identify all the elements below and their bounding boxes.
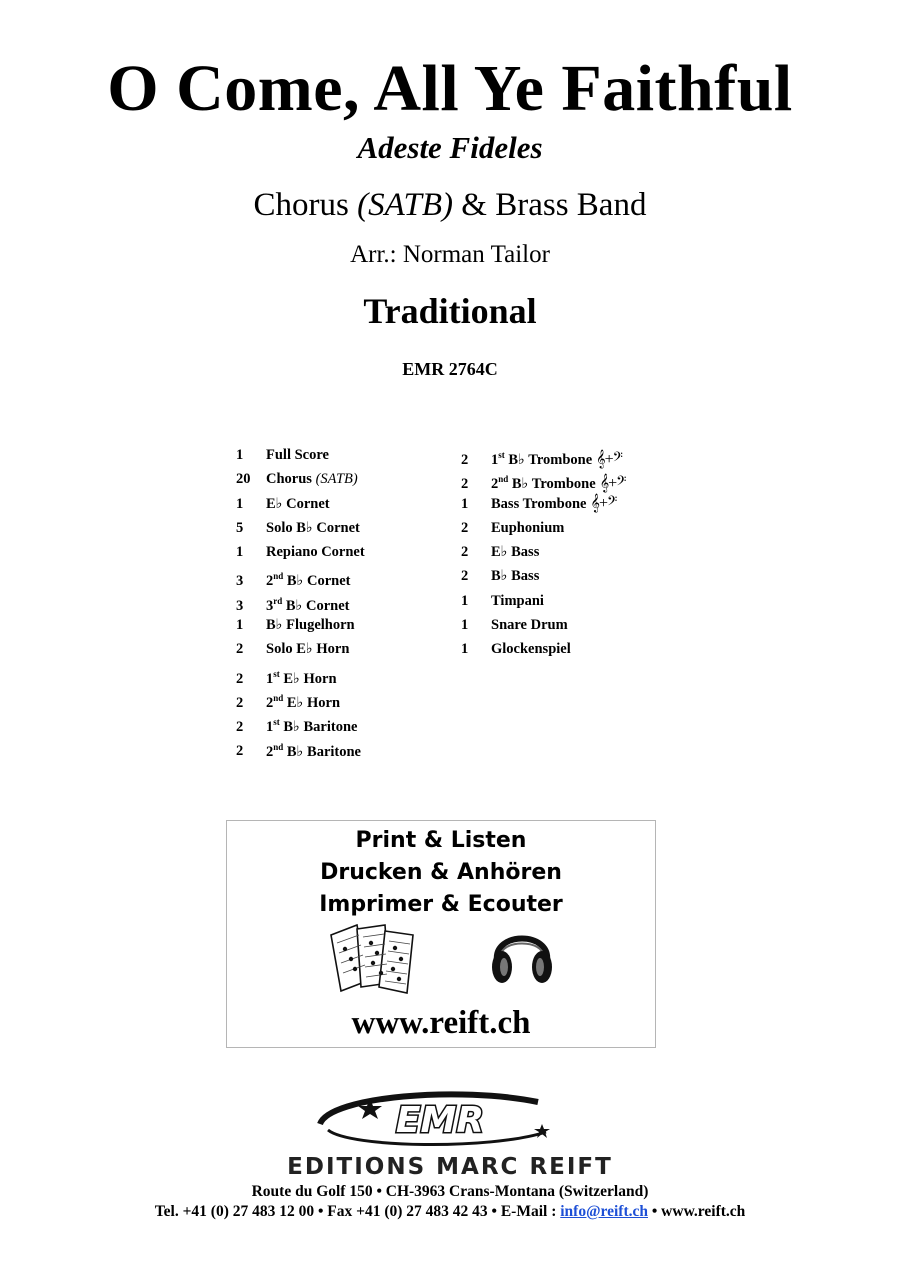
- sheet-music-icon: [327, 921, 423, 997]
- part-quantity: 5: [236, 519, 244, 536]
- promo-line-german: Drucken & Anhören: [320, 860, 562, 885]
- part-ordinal-suffix: nd: [273, 741, 284, 752]
- promo-line-english: Print & Listen: [355, 828, 527, 853]
- part-row: [236, 735, 365, 759]
- part-quantity: 1: [461, 592, 469, 609]
- parts-list-left: [236, 443, 365, 759]
- contact-phone-fax: Tel. +41 (0) 27 483 12 00 • Fax +41 (0) 27 483 42 43 • E-Mail :: [154, 1203, 561, 1220]
- part-quantity: 2: [461, 519, 469, 536]
- part-row: [236, 516, 365, 540]
- part-row: [236, 710, 365, 734]
- part-label: Timpani: [491, 592, 544, 609]
- part-row: [461, 540, 625, 564]
- part-name: [491, 516, 564, 540]
- part-row: [461, 443, 625, 467]
- part-ordinal-number: 2: [266, 743, 274, 760]
- catalog-code: EMR 2764C: [402, 359, 498, 379]
- part-quantity: 1: [461, 617, 469, 634]
- part-ordinal-number: 2: [491, 476, 499, 493]
- part-quantity: 2: [461, 476, 469, 493]
- part-label: Euphonium: [491, 519, 565, 536]
- part-label: B♭ Cornet: [283, 573, 351, 590]
- part-quantity: 2: [236, 670, 244, 687]
- part-ordinal-number: 1: [491, 451, 499, 468]
- composer: Traditional: [363, 291, 537, 331]
- part-label: Glockenspiel: [491, 641, 571, 658]
- part-label: B♭ Baritone: [279, 719, 358, 736]
- scoring-pre: Chorus: [253, 187, 358, 223]
- clef-icon: 𝄞+𝄢: [590, 494, 617, 512]
- parts-list-right: [461, 443, 625, 662]
- part-row: [236, 540, 365, 564]
- part-quantity: 2: [461, 544, 469, 561]
- part-label: Chorus: [266, 471, 316, 488]
- part-quantity: 1: [236, 617, 244, 634]
- part-label: B♭ Flugelhorn: [266, 617, 355, 634]
- part-label: E♭ Bass: [491, 544, 540, 561]
- part-name: [266, 467, 358, 491]
- publisher-address: Route du Golf 150 • CH-3963 Crans-Montana (Switzerland): [251, 1183, 649, 1200]
- clef-icon: 𝄞+𝄢: [596, 450, 622, 468]
- part-quantity: 2: [461, 451, 469, 468]
- part-quantity: 1: [236, 544, 244, 561]
- part-label: B♭ Baritone: [283, 743, 361, 760]
- piece-title: O Come, All Ye Faithful: [107, 52, 793, 125]
- part-name: [491, 564, 539, 588]
- headphones-icon: [489, 917, 555, 989]
- part-quantity: 2: [236, 694, 244, 711]
- part-row: [461, 637, 625, 661]
- part-row: [236, 637, 365, 661]
- part-ordinal-number: 1: [266, 670, 274, 687]
- email-link[interactable]: info@reift.ch: [560, 1203, 648, 1220]
- part-quantity: 2: [236, 743, 244, 760]
- part-ordinal-suffix: st: [498, 450, 505, 460]
- part-row: [461, 516, 625, 540]
- part-quantity: 1: [236, 447, 244, 463]
- part-label: B♭ Bass: [491, 568, 540, 585]
- clef-icon: 𝄞+𝄢: [599, 475, 626, 493]
- emr-logo: [310, 1090, 560, 1152]
- part-row: [461, 589, 625, 613]
- part-name: [266, 637, 349, 661]
- part-quantity: 1: [461, 641, 469, 658]
- part-name: [266, 735, 361, 764]
- part-label: Bass Trombone: [491, 495, 587, 512]
- part-ordinal-suffix: nd: [498, 474, 509, 485]
- part-name: [491, 540, 539, 564]
- part-ordinal-suffix: st: [273, 668, 280, 679]
- part-quantity: 3: [236, 597, 244, 614]
- part-label: Solo E♭ Horn: [266, 641, 350, 658]
- part-label: B♭ Trombone: [504, 451, 593, 468]
- part-row: [236, 564, 365, 588]
- part-name: [266, 443, 329, 467]
- part-row: [236, 467, 365, 491]
- part-name: [266, 613, 355, 637]
- part-row: [236, 443, 365, 467]
- part-name: [491, 613, 568, 637]
- part-label: Snare Drum: [491, 617, 568, 634]
- part-ordinal-number: 1: [266, 719, 274, 736]
- part-name: [266, 516, 360, 540]
- part-ordinal-suffix: nd: [273, 692, 284, 703]
- part-quantity: 2: [461, 568, 469, 585]
- arranger: Arr.: Norman Tailor: [350, 241, 550, 268]
- part-row: [236, 613, 365, 637]
- part-label: B♭ Cornet: [282, 597, 350, 614]
- publisher-contact: [0, 1202, 900, 1222]
- part-row: [236, 492, 365, 516]
- part-label: E♭ Horn: [279, 670, 337, 687]
- part-quantity: 2: [236, 641, 244, 658]
- scoring-post: & Brass Band: [453, 187, 647, 223]
- part-ordinal-suffix: nd: [273, 571, 284, 582]
- part-row: [236, 662, 365, 686]
- part-label: Repiano Cornet: [266, 544, 365, 561]
- contact-website[interactable]: • www.reift.ch: [648, 1203, 746, 1220]
- part-row: [461, 613, 625, 637]
- promo-url[interactable]: www.reift.ch: [351, 1005, 531, 1041]
- part-note: (SATB): [315, 471, 358, 488]
- part-label: Full Score: [266, 447, 329, 463]
- part-quantity: 2: [236, 719, 244, 736]
- part-label: B♭ Trombone: [508, 476, 596, 493]
- part-row: [461, 492, 625, 516]
- part-name: [491, 492, 616, 516]
- publisher-name: EDITIONS MARC REIFT: [287, 1154, 613, 1180]
- part-quantity: 1: [461, 495, 469, 512]
- part-label: E♭ Horn: [283, 694, 341, 711]
- part-ordinal-number: 2: [266, 573, 274, 590]
- part-ordinal-suffix: st: [273, 717, 280, 728]
- part-ordinal-suffix: rd: [273, 595, 283, 606]
- part-quantity: 3: [236, 573, 244, 590]
- part-row: [461, 467, 625, 491]
- scoring-satb: (SATB): [357, 187, 454, 223]
- part-name: [491, 589, 544, 613]
- logo-text: EMR: [395, 1100, 485, 1141]
- part-ordinal-number: 2: [266, 694, 274, 711]
- part-row: [236, 686, 365, 710]
- piece-subtitle: Adeste Fideles: [357, 130, 543, 165]
- part-row: [461, 564, 625, 588]
- scoring-line: [0, 186, 900, 224]
- part-quantity: 1: [236, 495, 244, 512]
- part-name: [491, 637, 571, 661]
- part-ordinal-number: 3: [266, 597, 274, 614]
- part-name: [266, 492, 330, 516]
- part-label: Solo B♭ Cornet: [266, 519, 360, 536]
- part-label: E♭ Cornet: [266, 495, 330, 512]
- part-name: [266, 540, 365, 564]
- promo-line-french: Imprimer & Ecouter: [319, 892, 563, 917]
- part-row: [236, 589, 365, 613]
- part-quantity: 20: [236, 471, 251, 488]
- print-listen-box[interactable]: [226, 820, 656, 1048]
